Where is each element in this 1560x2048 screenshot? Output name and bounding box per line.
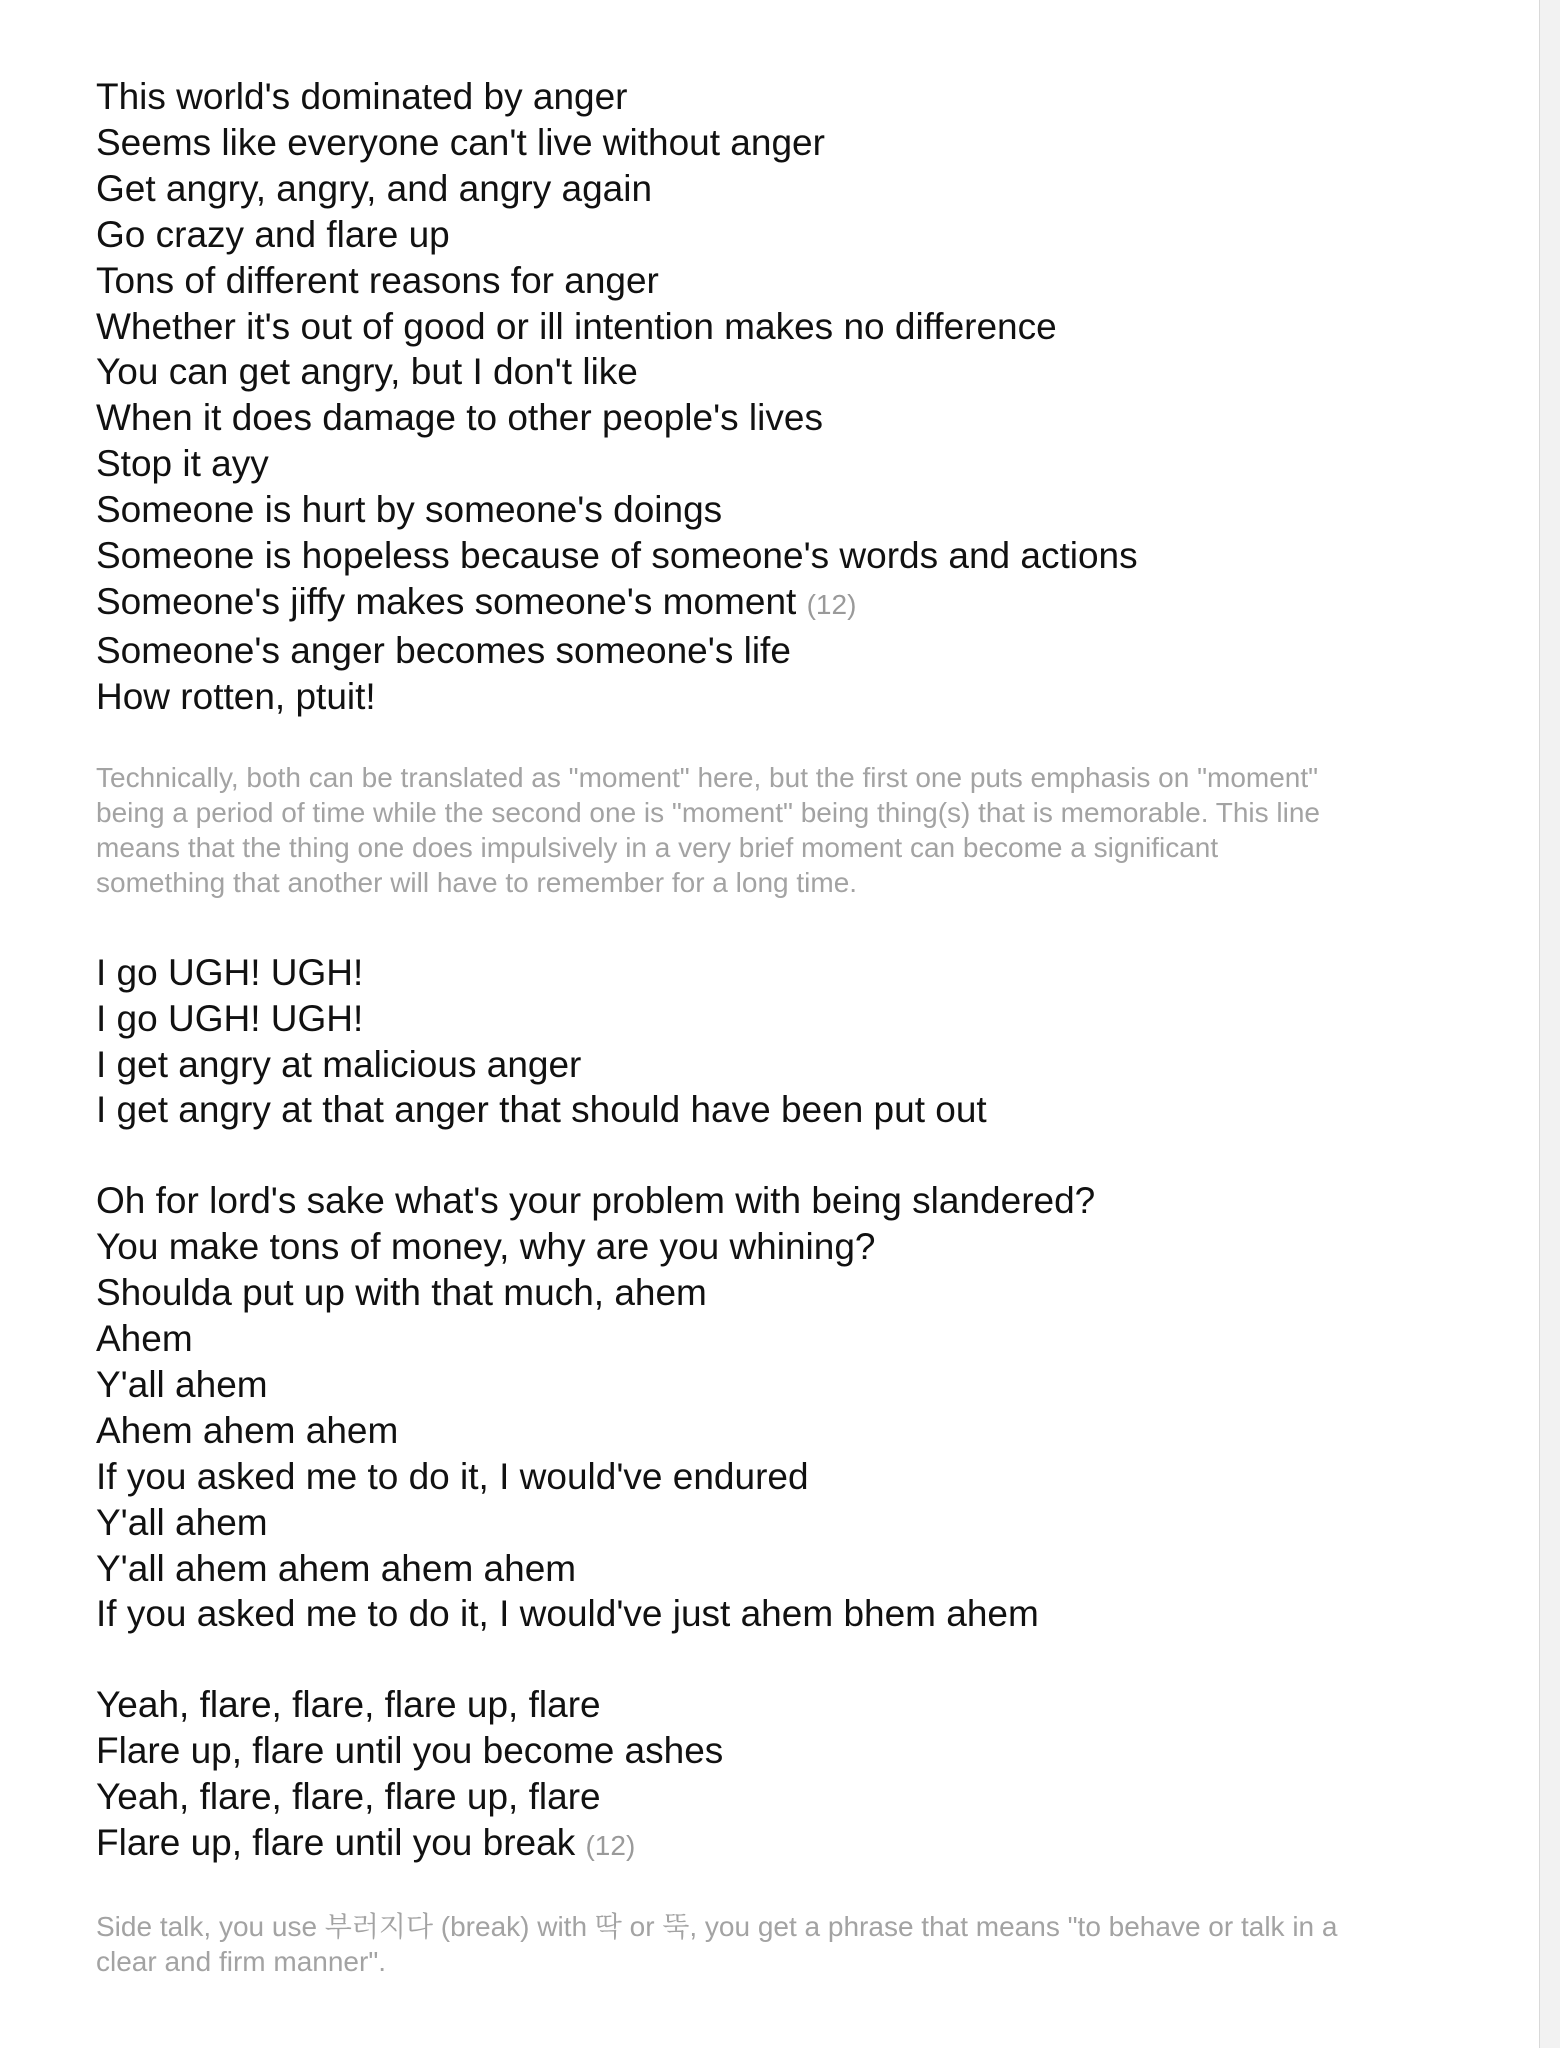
lyric-line: Go crazy and flare up [96, 213, 450, 255]
stanza-1 [96, 74, 1426, 720]
note-line: something that another will have to remember for a long time. [96, 866, 858, 898]
note-line: being a period of time while the second one is "moment" being thing(s) that is memorable. This line [96, 796, 1321, 828]
lyrics-content [96, 74, 1426, 1979]
lyric-line: Y'all ahem [96, 1363, 268, 1405]
stanza-4 [96, 1682, 1426, 1869]
lyric-line: I go UGH! UGH! [96, 997, 364, 1039]
lyric-line: Yeah, flare, flare, flare up, flare [96, 1776, 601, 1818]
lyric-line: Ahem [96, 1318, 193, 1360]
lyric-line-with-reference [96, 1820, 1426, 1869]
lyric-line: Get angry, angry, and angry again [96, 167, 653, 209]
lyric-line: Someone is hurt by someone's doings [96, 489, 723, 531]
note-line: means that the thing one does impulsively in a very brief moment can become a significant [96, 831, 1219, 863]
lyric-line: You make tons of money, why are you whining? [96, 1226, 876, 1268]
lyric-line: Whether it's out of good or ill intention makes no difference [96, 305, 1057, 347]
lyric-line: I get angry at that anger that should have been put out [96, 1089, 987, 1131]
footnote-reference: (12) [585, 1830, 636, 1862]
lyric-line: Shoulda put up with that much, ahem [96, 1272, 707, 1314]
lyric-line: Someone is hopeless because of someone's words and actions [96, 535, 1138, 577]
lyric-line: Stop it ayy [96, 443, 269, 485]
stanza-3 [96, 1178, 1426, 1637]
lyric-line: I get angry at malicious anger [96, 1043, 582, 1085]
lyric-line: If you asked me to do it, I would've endured [96, 1455, 809, 1497]
lyric-line: Y'all ahem [96, 1501, 268, 1543]
lyric-line: Seems like everyone can't live without anger [96, 121, 825, 163]
footnote-reference: (12) [806, 588, 857, 620]
lyric-line: Y'all ahem ahem ahem ahem [96, 1547, 577, 1589]
lyric-line: This world's dominated by anger [96, 76, 628, 117]
note-line: Technically, both can be translated as "moment" here, but the first one puts emphasis on "moment" [96, 761, 1319, 793]
lyric-line: When it does damage to other people's lives [96, 397, 823, 439]
lyric-line: You can get angry, but I don't like [96, 351, 638, 393]
lyric-line: I go UGH! UGH! [96, 951, 364, 993]
lyric-line: Flare up, flare until you become ashes [96, 1730, 724, 1772]
lyric-text: Flare up, flare until you break [96, 1822, 576, 1864]
lyric-line: Oh for lord's sake what's your problem with being slandered? [96, 1180, 1096, 1222]
lyric-line: How rotten, ptuit! [96, 675, 376, 717]
lyric-line: Yeah, flare, flare, flare up, flare [96, 1684, 601, 1726]
translation-note-2 [96, 1909, 1426, 1979]
note-line: Side talk, you use 부러지다 (break) with 딱 or 뚝, you get a phrase that means "to behave or talk in a [96, 1911, 1338, 1942]
lyric-line: If you asked me to do it, I would've just ahem bhem ahem [96, 1593, 1039, 1635]
stanza-2 [96, 950, 1426, 1134]
lyric-line: Ahem ahem ahem [96, 1409, 399, 1451]
page-edge [1539, 0, 1560, 2048]
lyric-line-with-reference [96, 579, 1426, 628]
lyric-text: Someone's jiffy makes someone's moment [96, 580, 797, 622]
note-line: clear and firm manner". [96, 1946, 387, 1977]
translation-note-1 [96, 760, 1426, 900]
lyric-line: Tons of different reasons for anger [96, 259, 659, 301]
lyric-line: Someone's anger becomes someone's life [96, 629, 791, 671]
